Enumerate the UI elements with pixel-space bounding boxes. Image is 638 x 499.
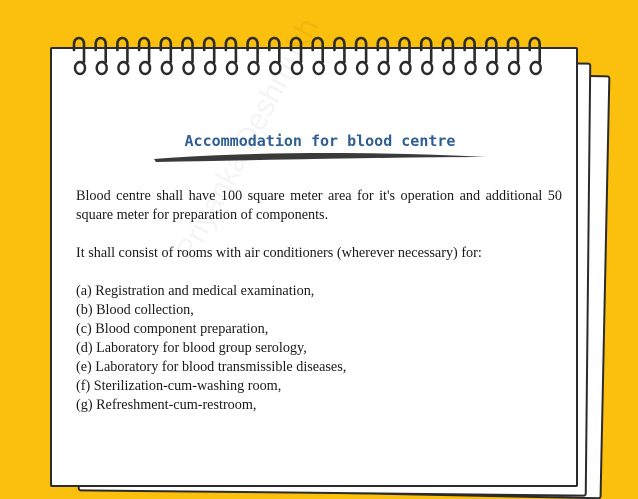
spiral-ring — [443, 38, 454, 74]
list-item: (b) Blood collection, — [76, 302, 194, 318]
spiral-ring — [421, 38, 432, 74]
list-item: (c) Blood component preparation, — [76, 321, 269, 337]
spiral-ring — [204, 38, 215, 74]
list-item: (f) Sterilization-cum-washing room, — [76, 378, 282, 394]
spiral-ring — [183, 38, 194, 74]
spiral-ring — [248, 38, 259, 74]
list-item: (d) Laboratory for blood group serology, — [76, 340, 307, 356]
spiral-ring — [139, 38, 150, 74]
spiral-ring — [74, 38, 85, 74]
spiral-ring — [96, 38, 107, 74]
list-item: (a) Registration and medical examination, — [76, 283, 315, 299]
spiral-ring — [465, 38, 476, 74]
spiral-ring — [334, 38, 345, 74]
spiral-ring — [161, 38, 172, 74]
list-item: (g) Refreshment-cum-restroom, — [76, 397, 257, 413]
rooms-list — [76, 282, 562, 415]
spiral-ring — [356, 38, 367, 74]
spiral-ring — [530, 38, 541, 74]
spiral-ring — [117, 38, 128, 74]
spiral-ring — [508, 38, 519, 74]
rooms-lead-paragraph: It shall consist of rooms with air conditioners (wherever necessary) for: — [76, 245, 482, 261]
spiral-ring — [226, 38, 237, 74]
spiral-ring — [486, 38, 497, 74]
spiral-ring — [400, 38, 411, 74]
list-item: (e) Laboratory for blood transmissible diseases, — [76, 359, 347, 375]
slide-body — [76, 187, 562, 415]
intro-paragraph: Blood centre shall have 100 square meter area for it's operation and additional 50 square meter for preparation of components. — [76, 188, 562, 223]
spiral-ring — [378, 38, 389, 74]
title-brush-underline — [150, 148, 490, 168]
spiral-binding-icon — [0, 0, 638, 90]
slide-title: Accommodation for blood centre — [184, 132, 456, 150]
